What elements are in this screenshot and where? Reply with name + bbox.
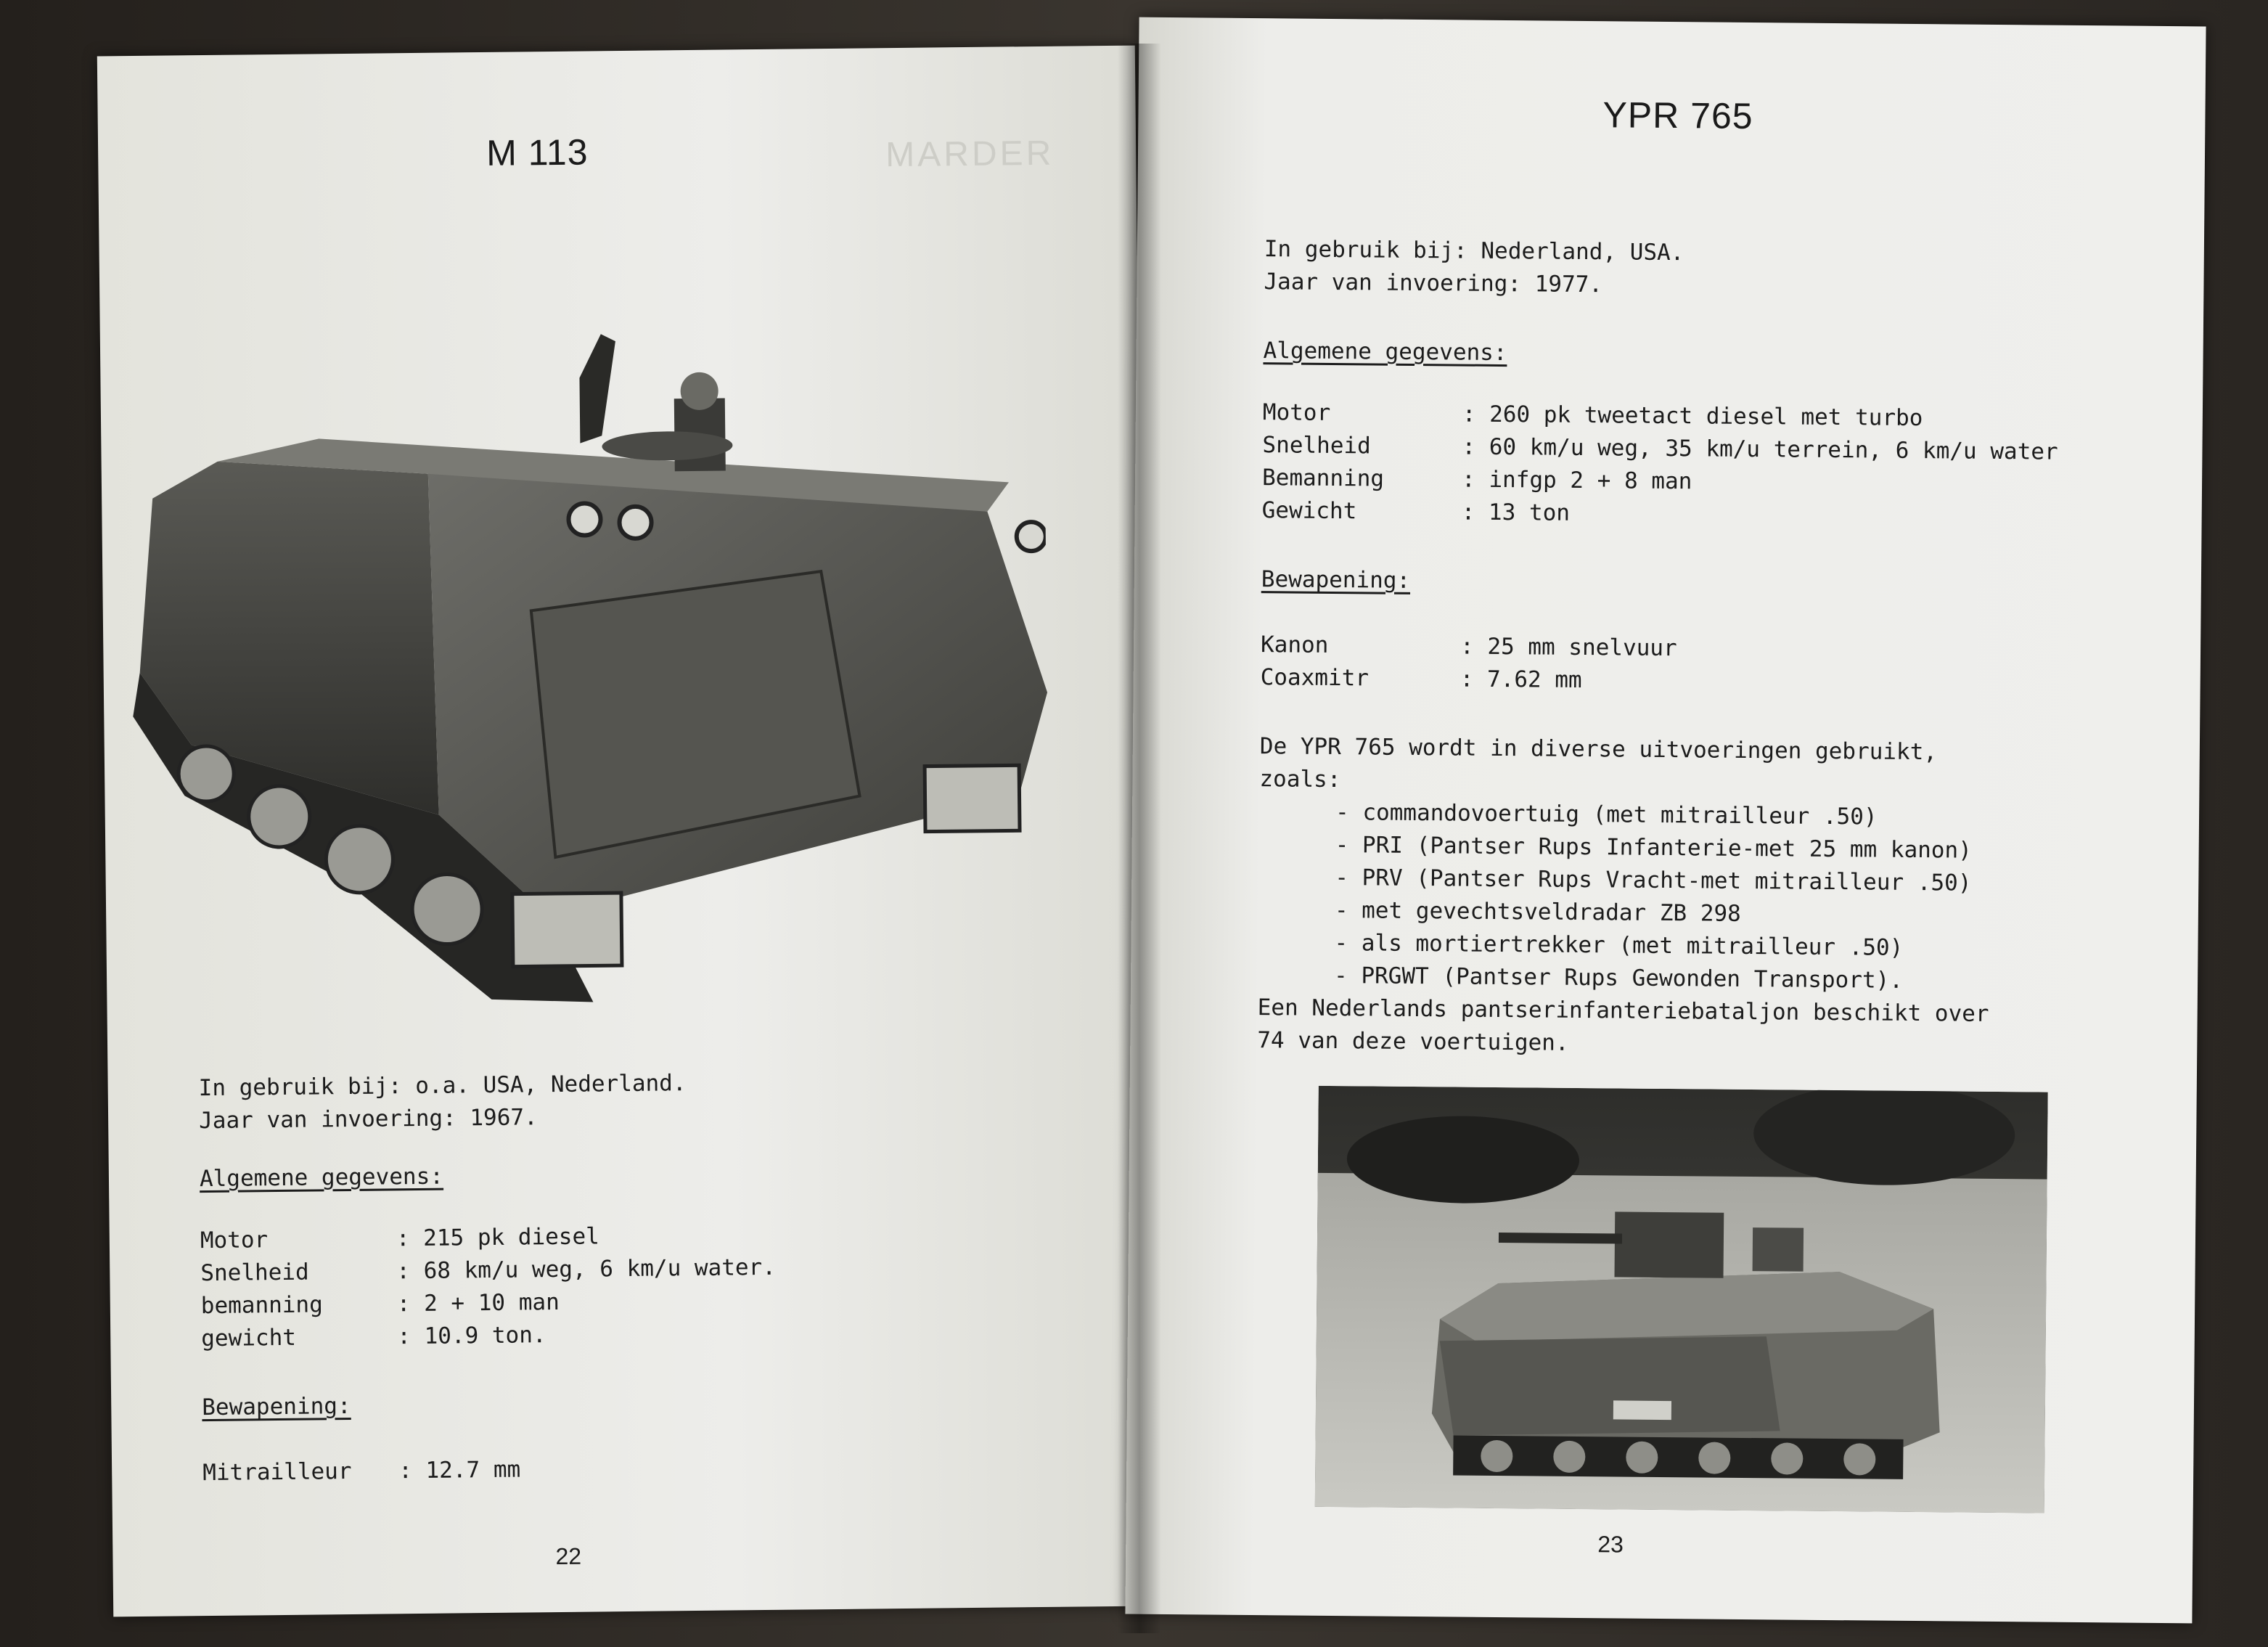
weapon-value: : 25 mm snelvuur	[1460, 633, 1677, 662]
outro-text: Een Nederlands pantserinfanteriebataljon beschikt over	[1257, 994, 1989, 1027]
algemene-gegevens-heading: Algemene gegevens:	[199, 1163, 444, 1193]
jaar-text: Jaar van invoering: 1977.	[1264, 269, 1603, 298]
weapon-key: Kanon	[1260, 632, 1329, 658]
spec-value: : 68 km/u weg, 6 km/u water.	[396, 1254, 777, 1285]
page-number: 23	[1597, 1531, 1624, 1558]
algemene-gegevens-heading: Algemene gegevens:	[1263, 338, 1507, 367]
spec-key: bemanning	[200, 1291, 323, 1320]
spec-row	[1262, 432, 2058, 465]
weapon-key: Mitrailleur	[202, 1458, 352, 1487]
spec-value: : 2 + 10 man	[396, 1288, 560, 1317]
spec-value: : 260 pk tweetact diesel met turbo	[1462, 401, 1923, 432]
outro-text: 74 van deze voertuigen.	[1257, 1027, 1569, 1056]
right-page	[1125, 17, 2206, 1624]
spec-row	[1261, 465, 1692, 495]
spec-key: Gewicht	[1261, 497, 1357, 525]
variant-item: - PRGWT (Pantser Rups Gewonden Transport).	[1333, 963, 1904, 994]
intro-text: zoals:	[1259, 766, 1341, 793]
weapon-row	[1260, 664, 1582, 693]
in-gebruik-text: In gebruik bij: Nederland, USA.	[1264, 236, 1684, 266]
weapon-row	[202, 1456, 521, 1487]
weapon-value: : 7.62 mm	[1460, 666, 1582, 693]
spec-row	[200, 1223, 600, 1254]
variant-item: - PRI (Pantser Rups Infanterie-met 25 mm kanon)	[1335, 832, 1973, 864]
in-gebruik-text: In gebruik bij: o.a. USA, Nederland.	[198, 1070, 687, 1102]
show-through-title: MARDER	[885, 134, 1055, 175]
jaar-text: Jaar van invoering: 1967.	[198, 1104, 538, 1135]
spec-row	[200, 1254, 777, 1287]
variant-item: - als mortiertrekker (met mitrailleur .50)	[1334, 930, 1904, 961]
variant-item: - commandovoertuig (met mitrailleur .50)	[1335, 799, 1878, 830]
weapon-value: : 12.7 mm	[398, 1456, 521, 1484]
book-gutter	[1118, 44, 1161, 1633]
bewapening-heading: Bewapening:	[202, 1392, 351, 1421]
weapon-row	[1260, 632, 1677, 662]
spec-key: Snelheid	[1262, 432, 1371, 459]
spec-value: : infgp 2 + 8 man	[1461, 466, 1692, 495]
spec-key: Bemanning	[1261, 465, 1385, 492]
spec-key: Motor	[200, 1227, 269, 1254]
bewapening-heading: Bewapening:	[1261, 566, 1411, 594]
weapon-key: Coaxmitr	[1260, 664, 1370, 692]
spec-key: gewicht	[201, 1324, 297, 1352]
page-title: M 113	[486, 131, 589, 173]
spec-key: Motor	[1262, 399, 1331, 426]
spec-value: : 13 ton	[1461, 499, 1571, 526]
intro-text: De YPR 765 wordt in diverse uitvoeringen gebruikt,	[1259, 733, 1938, 766]
left-page	[97, 46, 1151, 1617]
ypr765-photo	[1315, 1086, 2048, 1513]
spec-row	[201, 1322, 546, 1352]
page-number: 22	[555, 1542, 582, 1570]
variant-item: - PRV (Pantser Rups Vracht-met mitrailleur .50)	[1335, 865, 1972, 896]
spec-row	[1262, 399, 1923, 432]
spec-key: Snelheid	[200, 1259, 309, 1287]
spec-value: : 10.9 ton.	[397, 1322, 546, 1350]
spec-row	[200, 1288, 560, 1320]
spec-value: : 215 pk diesel	[396, 1223, 600, 1252]
spec-row	[1261, 497, 1571, 526]
page-title: YPR 765	[1602, 94, 1753, 137]
spec-value: : 60 km/u weg, 35 km/u terrein, 6 km/u water	[1462, 433, 2058, 465]
variant-item: - met gevechtsveldradar ZB 298	[1334, 897, 1741, 927]
m113-photo	[97, 286, 1051, 1008]
